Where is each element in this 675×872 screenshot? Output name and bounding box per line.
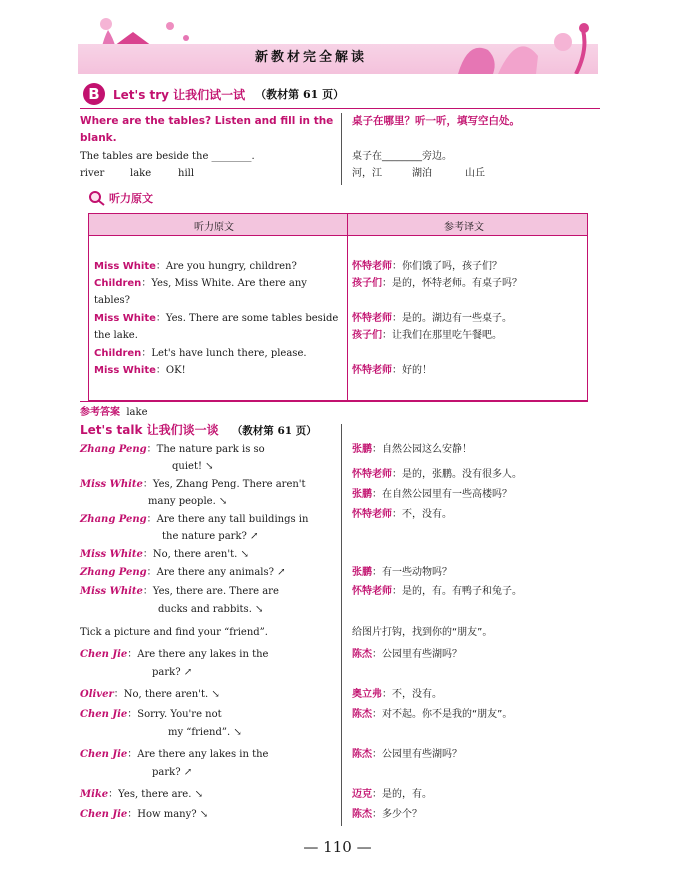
translation-line: 陈杰：对不起。你不是我的“朋友”。 <box>352 709 513 720</box>
dialogue-line: the nature park? ↗ <box>162 531 259 542</box>
dialogue-line: park? ↗ <box>152 667 193 678</box>
translation-line: 张鹏：自然公园这么安静！ <box>352 444 472 455</box>
dialogue-line: Miss White：OK! <box>94 365 186 376</box>
magnifier-icon <box>88 190 106 206</box>
dialogue-line: my “friend”. ↘ <box>168 727 242 738</box>
translation-line: 张鹏：有一些动物吗？ <box>352 567 452 578</box>
translation-line: 陈杰：公园里有些湖吗？ <box>352 749 462 760</box>
column-separator <box>341 424 342 826</box>
table-bottom-rule <box>80 401 588 402</box>
dialogue-line: Oliver：No, there aren't. ↘ <box>80 689 220 700</box>
answer-row: 参考答案 lake <box>80 407 148 418</box>
dialogue-line: Miss White：Are you hungry, children? <box>94 261 297 272</box>
translation-line: 孩子们：是的，怀特老师。有桌子吗？ <box>352 278 522 289</box>
dialogue-line: Zhang Peng：The nature park is so <box>80 444 265 455</box>
translation-line: 张鹏：在自然公园里有一些高楼吗？ <box>352 489 512 500</box>
section-b-badge: B <box>83 83 105 105</box>
dialogue-line: Tick a picture and find your “friend”. <box>80 627 268 638</box>
listening-heading <box>88 190 153 206</box>
translation-line: 怀特老师：是的，有。有鸭子和兔子。 <box>352 586 522 597</box>
dialogue-line: ducks and rabbits. ↘ <box>158 604 264 615</box>
dialogue-line: tables? <box>94 295 130 306</box>
option-en: lake <box>130 168 152 179</box>
sentence-en: The tables are beside the ________. <box>80 151 255 162</box>
option-en: hill <box>178 168 195 179</box>
dialogue-line: Zhang Peng：Are there any animals? ↗ <box>80 567 286 578</box>
page-number: — 110 — <box>303 838 372 856</box>
table-header <box>89 214 587 236</box>
dialogue-line: Miss White：Yes, Zhang Peng. There aren't <box>80 479 306 490</box>
dialogue-line: Zhang Peng：Are there any tall buildings in <box>80 514 309 525</box>
translation-line: 陈杰：多少个？ <box>352 809 422 820</box>
page-header <box>0 0 675 78</box>
dialogue-line: Children：Let's have lunch there, please. <box>94 348 307 359</box>
translation-line: 怀特老师：你们饿了吗，孩子们？ <box>352 261 502 272</box>
dialogue-line: Chen Jie：Are there any lakes in the <box>80 749 269 760</box>
book-title: 新教材完全解读 <box>255 50 368 65</box>
option-en: river <box>80 168 105 179</box>
translation-line: 怀特老师：不，没有。 <box>352 509 452 520</box>
dialogue-line: Miss White：No, there aren't. ↘ <box>80 549 249 560</box>
dialogue-line: Chen Jie：How many? ↘ <box>80 809 209 820</box>
translation-line: 怀特老师：是的，张鹏。没有很多人。 <box>352 469 522 480</box>
column-separator <box>341 113 342 185</box>
dialogue-line: Miss White：Yes, there are. There are <box>80 586 279 597</box>
translation-line: 奥立弗：不，没有。 <box>352 689 442 700</box>
dialogue-line: park? ↗ <box>152 767 193 778</box>
dialogue-line: quiet! ↘ <box>172 461 214 472</box>
section-talk-heading: Let's talk 让我们谈一谈 （教材第 61 页） <box>80 423 317 437</box>
section-divider <box>80 108 600 109</box>
translation-line: 怀特老师：好的！ <box>352 365 432 376</box>
translation-line: 孩子们：让我们在那里吃午餐吧。 <box>352 330 502 341</box>
plant-decoration-icon <box>448 20 598 74</box>
section-b-page-ref: （教材第 61 页） <box>255 88 345 101</box>
translation-line: 怀特老师：是的。湖边有一些桌子。 <box>352 313 512 324</box>
listening-label: 听力原文 <box>109 192 153 205</box>
question-en: Where are the tables? Listen and fill in the blank. <box>80 115 334 144</box>
dialogue-line: many people. ↘ <box>148 496 228 507</box>
option-cn: 湖泊 <box>412 168 432 179</box>
col-header-left: 听力原文 <box>194 222 234 233</box>
question-cn: 桌子在哪里？听一听，填写空白处。 <box>352 115 520 127</box>
col-header-right: 参考译文 <box>444 222 484 233</box>
sentence-cn: 桌子在________旁边。 <box>352 151 452 162</box>
translation-line: 陈杰：公园里有些湖吗？ <box>352 649 462 660</box>
option-cn: 河，江 <box>352 168 382 179</box>
dialogue-line: the lake. <box>94 330 138 341</box>
translation-line: 给图片打钩，找到你的“朋友”。 <box>352 627 493 638</box>
section-b-title: Let's try 让我们试一试 <box>113 87 246 102</box>
dialogue-line: Children：Yes, Miss White. Are there any <box>94 278 307 289</box>
section-b-heading <box>83 83 344 105</box>
dialogue-line: Miss White：Yes. There are some tables beside <box>94 313 339 324</box>
option-cn: 山丘 <box>465 168 485 179</box>
translation-line: 迈克：是的，有。 <box>352 789 432 800</box>
dialogue-line: Chen Jie：Are there any lakes in the <box>80 649 269 660</box>
dialogue-line: Chen Jie：Sorry. You're not <box>80 709 222 720</box>
table-column-line <box>347 214 348 400</box>
dialogue-line: Mike：Yes, there are. ↘ <box>80 789 203 800</box>
